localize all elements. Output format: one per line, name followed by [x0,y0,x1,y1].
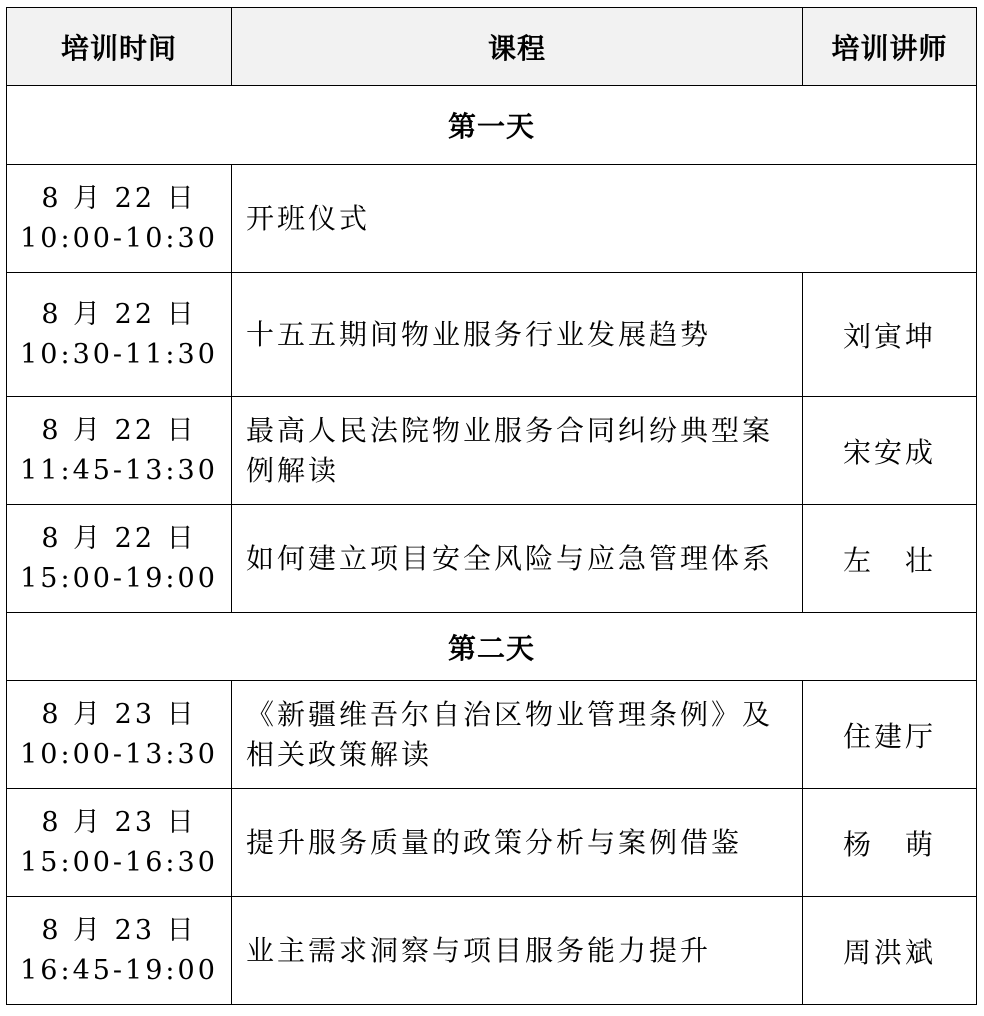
session-hours: 11:45-13:30 [20,454,218,486]
session-time [7,681,232,789]
session-date: 8 月 23 日 [41,914,197,946]
session-date: 8 月 22 日 [41,182,197,214]
header-teacher: 培训讲师 [803,8,977,86]
session-course: 业主需求洞察与项目服务能力提升 [232,897,803,1005]
table-header-row [7,8,977,86]
session-date: 8 月 23 日 [41,698,197,730]
session-teacher: 左 壮 [803,505,977,613]
table-row [7,397,977,505]
table-row [7,897,977,1005]
header-time: 培训时间 [7,8,232,86]
session-time [7,273,232,397]
day-label: 第一天 [7,86,977,165]
session-date: 8 月 22 日 [41,298,197,330]
session-course: 如何建立项目安全风险与应急管理体系 [232,505,803,613]
session-time [7,397,232,505]
table-row [7,273,977,397]
session-teacher: 杨 萌 [803,789,977,897]
table-row [7,789,977,897]
session-teacher: 刘寅坤 [803,273,977,397]
day-label: 第二天 [7,613,977,681]
session-course: 十五五期间物业服务行业发展趋势 [232,273,803,397]
session-hours: 10:30-11:30 [20,338,218,370]
session-hours: 10:00-13:30 [20,738,218,770]
session-time [7,897,232,1005]
session-date: 8 月 23 日 [41,806,197,838]
session-teacher: 宋安成 [803,397,977,505]
session-hours: 15:00-16:30 [20,846,218,878]
session-course: 开班仪式 [232,165,977,273]
table-row [7,681,977,789]
session-date: 8 月 22 日 [41,522,197,554]
header-course: 课程 [232,8,803,86]
session-course: 最高人民法院物业服务合同纠纷典型案例解读 [232,397,803,505]
table-row [7,505,977,613]
session-hours: 16:45-19:00 [20,954,218,986]
session-course: 提升服务质量的政策分析与案例借鉴 [232,789,803,897]
session-time [7,789,232,897]
session-date: 8 月 22 日 [41,414,197,446]
training-schedule-table [6,7,977,1005]
session-teacher: 住建厅 [803,681,977,789]
session-time [7,165,232,273]
session-course: 《新疆维吾尔自治区物业管理条例》及相关政策解读 [232,681,803,789]
session-hours: 10:00-10:30 [20,222,218,254]
day-row-2 [7,613,977,681]
session-teacher: 周洪斌 [803,897,977,1005]
table-row [7,165,977,273]
session-hours: 15:00-19:00 [20,562,218,594]
session-time [7,505,232,613]
day-row-1 [7,86,977,165]
